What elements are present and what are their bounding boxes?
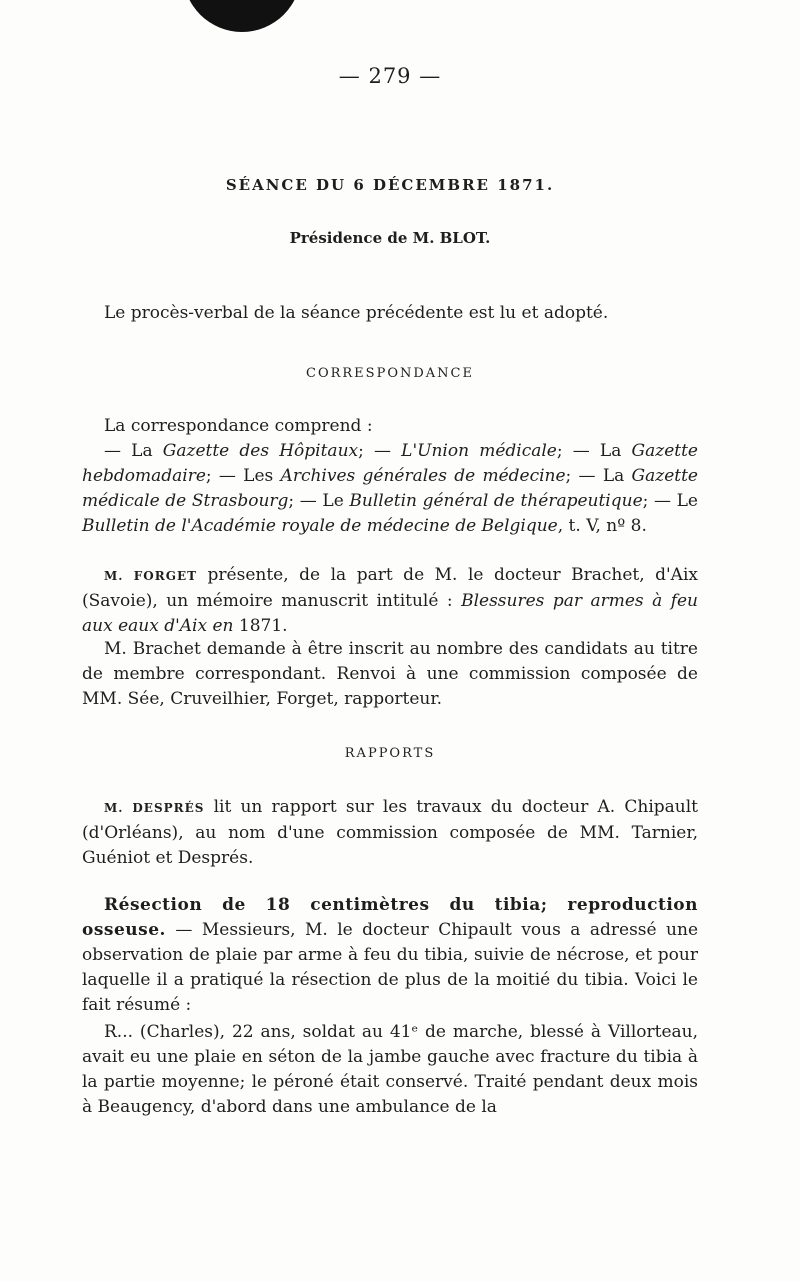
- journal-title: Gazette hebdomadaire: [82, 441, 698, 486]
- page-number: — 279 —: [338, 64, 442, 88]
- text-run: lit un rapport sur les travaux du docteur A. Chipault (d'Orléans), au nom d'une commission composée de MM. Tarnier, Guéniot et Després.: [82, 797, 699, 868]
- section-title: Résection de 18 centimètres du tibia; reproduction osseuse.: [82, 895, 698, 940]
- journal-title: Gazette médicale de Strasbourg: [82, 466, 698, 511]
- brachet-paragraph: M. Brachet demande à être inscrit au nombre des candidats au titre de membre correspondant. Renvoi à une commission composée de MM. Sée, Cruveilhier, Forget, rapporteur.: [82, 639, 698, 709]
- correspondance-intro: La correspondance comprend :: [104, 416, 373, 436]
- resection-paragraph: [82, 893, 698, 1018]
- ink-blot-mark: [183, 0, 301, 32]
- text-run: ; — Le: [288, 491, 350, 511]
- speaker-name: M. DESPRÉS: [104, 801, 205, 815]
- memoir-title: Blessures par armes à feu aux eaux d'Aix en: [82, 591, 698, 636]
- text-run: ; — Le: [642, 491, 698, 511]
- journal-title: Bulletin général de thérapeutique: [349, 491, 643, 511]
- seance-title: SÉANCE DU 6 DÉCEMBRE 1871.: [225, 176, 555, 194]
- text-run: ; — La: [565, 466, 632, 486]
- correspondance-list-paragraph: [82, 439, 698, 539]
- forget-paragraph: [82, 563, 698, 639]
- text-run: présente, de la part de M. le docteur Brachet, d'Aix (Savoie), un mémoire manuscrit intitulé :: [82, 565, 698, 611]
- correspondance-heading: CORRESPONDANCE: [306, 366, 474, 381]
- journal-title: L'Union médicale: [401, 441, 557, 461]
- text-run: ; —: [358, 441, 402, 461]
- proces-verbal-paragraph: Le procès-verbal de la séance précédente est lu et adopté.: [104, 303, 609, 323]
- text-run: — La: [104, 441, 163, 461]
- presidence-line: Présidence de M. BLOT.: [289, 229, 491, 247]
- case-paragraph: R... (Charles), 22 ans, soldat au 41ᵉ de marche, blessé à Villorteau, avait eu une plaie en séton de la jambe gauche avec fracture du tibia à la partie moyenne; le péroné était conservé. Traité pendant deux mois à Beaugency, d'abord dans une ambulance de la: [82, 1022, 698, 1117]
- speaker-name: M. FORGET: [104, 569, 198, 583]
- rapports-heading: RAPPORTS: [344, 746, 436, 761]
- journal-title: Gazette des Hôpitaux: [162, 441, 359, 461]
- text-run: — Messieurs, M. le docteur Chipault vous a adressé une observation de plaie par arme à feu du tibia, suivie de nécrose, et pour laquelle il a pratiqué la résection de plus de la moitié du tibia. Voici le fait résumé :: [82, 920, 698, 1015]
- text-run: ; — Les: [205, 466, 281, 486]
- journal-title: Bulletin de l'Académie royale de médecine de Belgique: [82, 516, 558, 536]
- journal-title: Archives générales de médecine: [280, 466, 566, 486]
- text-run: 1871.: [233, 616, 288, 636]
- text-run: ; — La: [556, 441, 632, 461]
- text-run: , t. V, nº 8.: [557, 516, 647, 536]
- despres-paragraph: [82, 795, 698, 871]
